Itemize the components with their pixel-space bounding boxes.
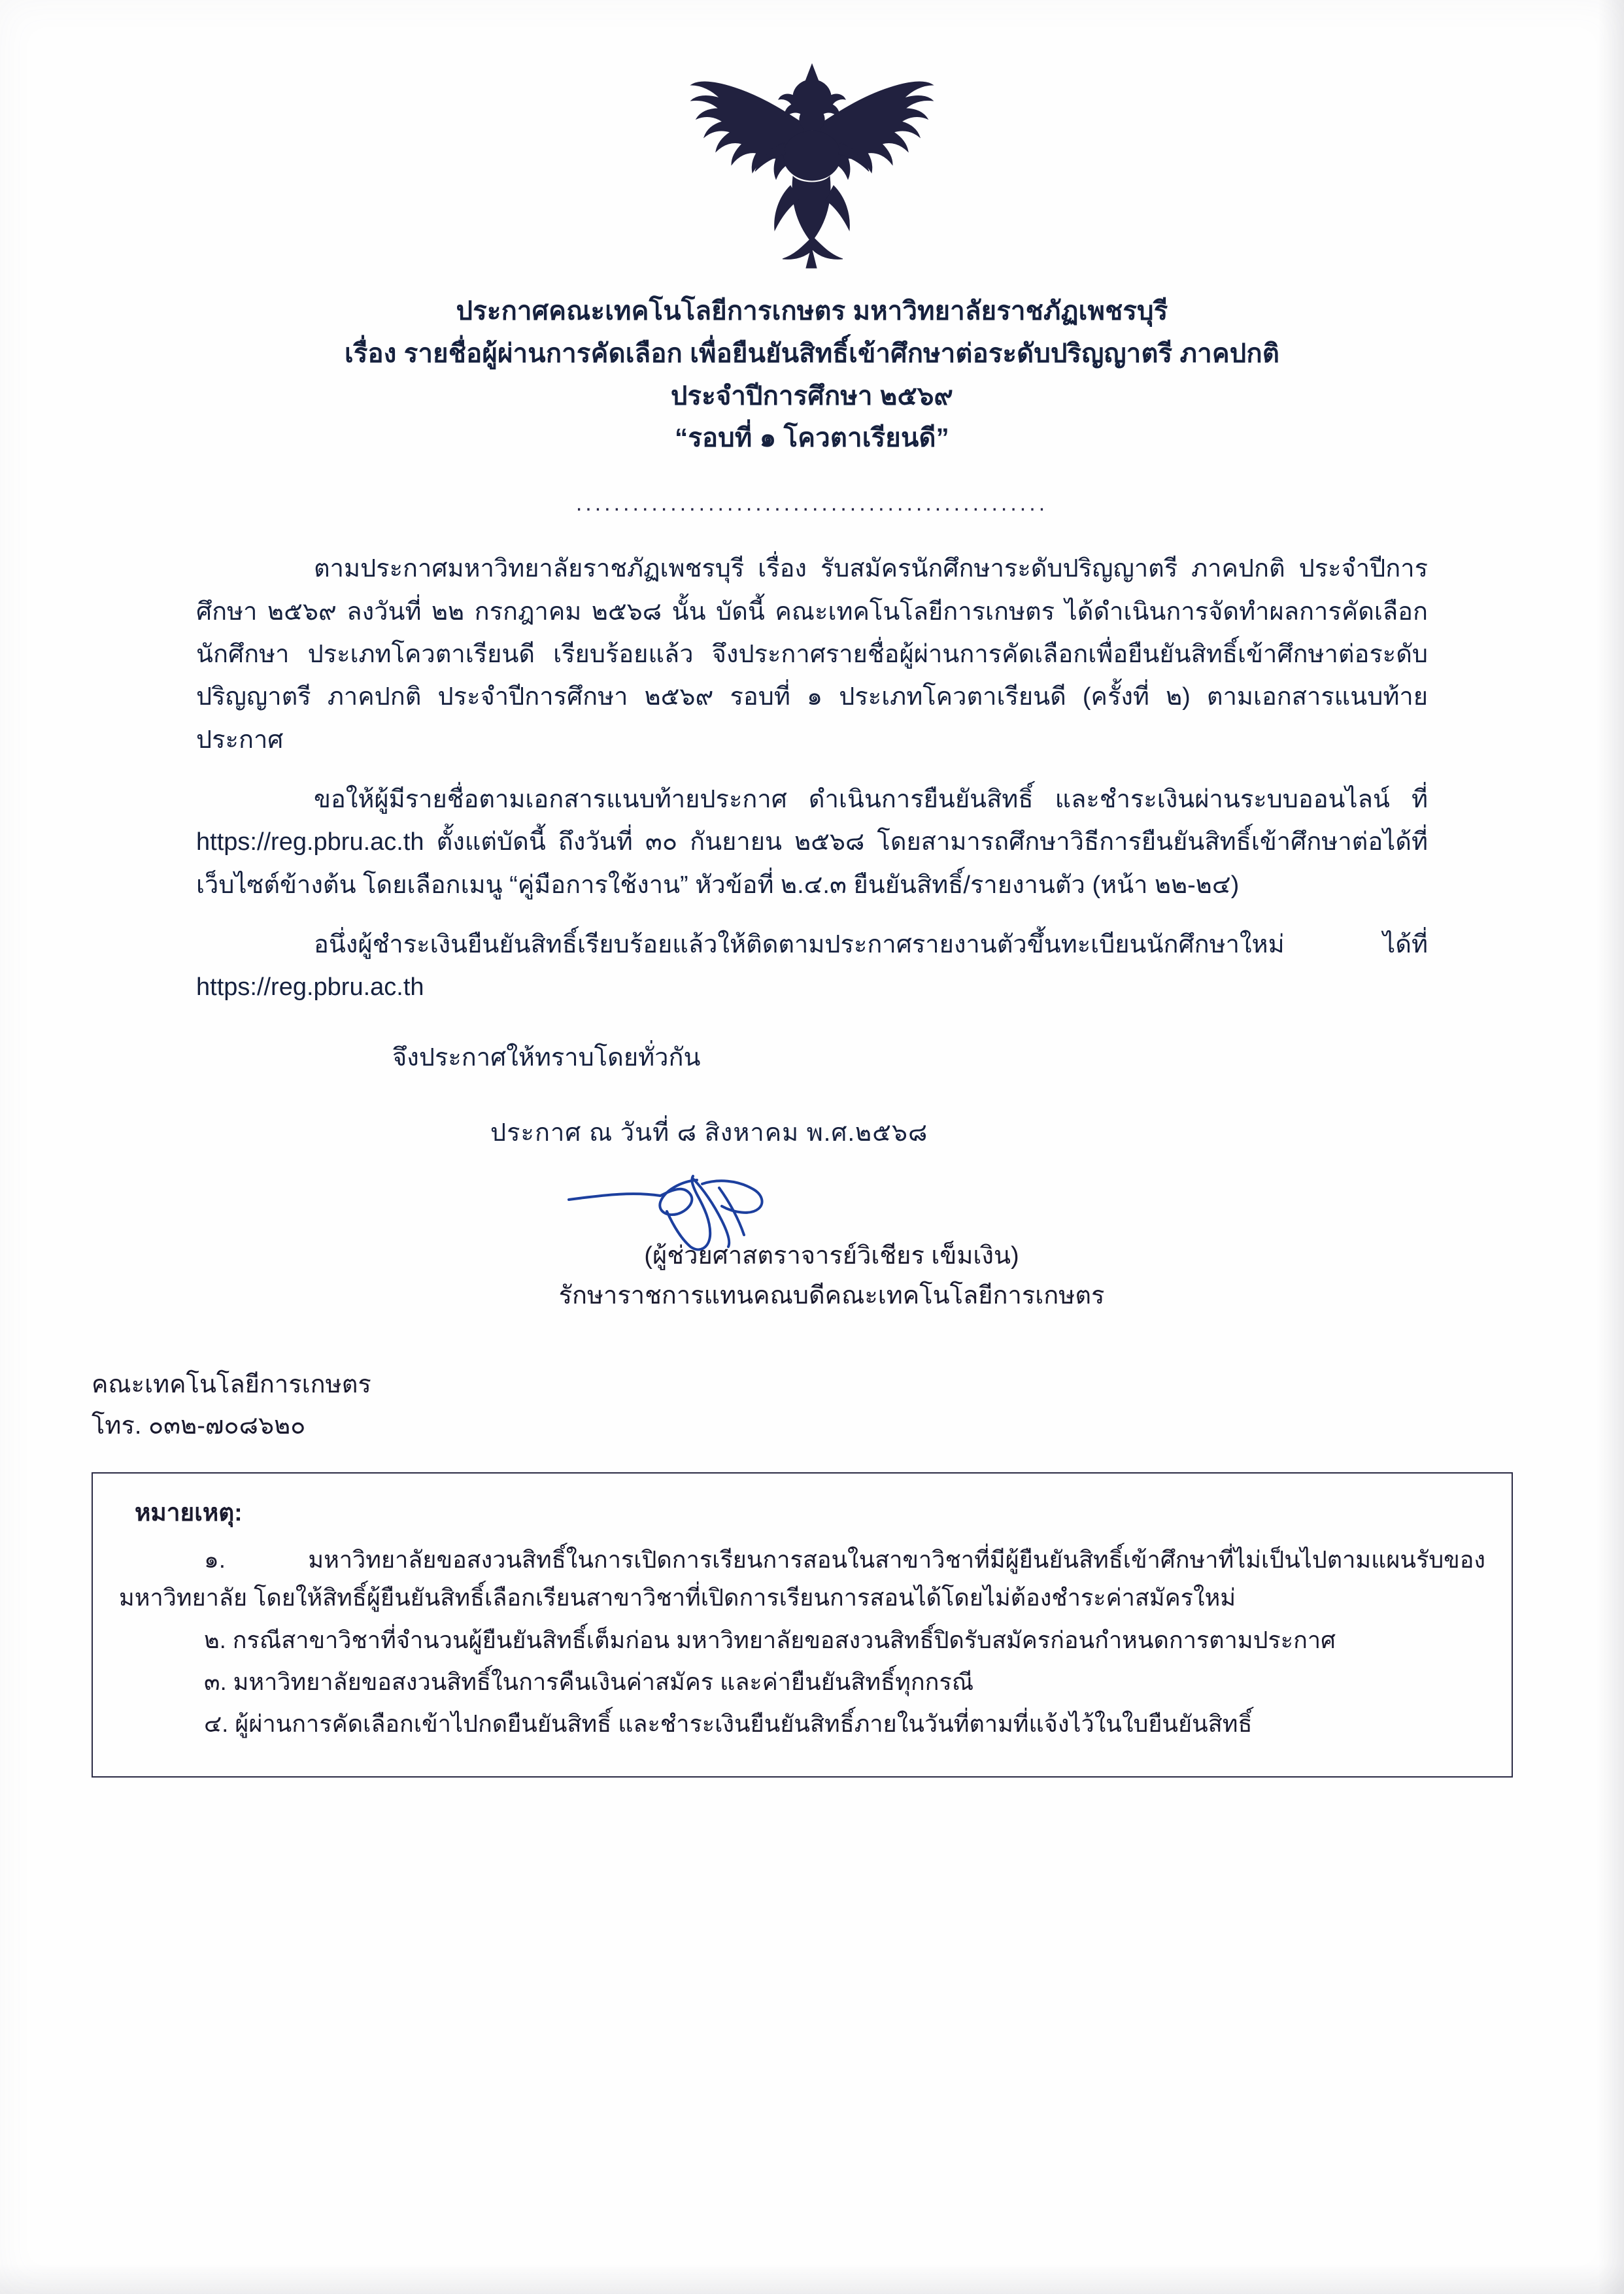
document-heading — [196, 290, 1428, 460]
contact-block — [92, 1364, 1428, 1448]
contact-faculty: คณะเทคโนโลยีการเกษตร — [92, 1370, 371, 1398]
heading-line-2: เรื่อง รายชื่อผู้ผ่านการคัดเลือก เพื่อยืนยันสิทธิ์เข้าศึกษาต่อระดับปริญญาตรี ภาคปกติ — [344, 339, 1279, 368]
remark-item: ๑. มหาวิทยาลัยขอสงวนสิทธิ์ในการเปิดการเรียนการสอนในสาขาวิชาที่มีผู้ยืนยันสิทธิ์เข้าศึกษาที่ไม่เป็นไปตามแผนรับของมหาวิทยาลัย โดยให้สิทธิ์ผู้ยืนยันสิทธิ์เลือกเรียนสาขาวิชาที่เปิดการเรียนการสอนได้โดยไม่ต้องชำระค่าสมัครใหม่ — [119, 1546, 1485, 1611]
remarks-box — [92, 1472, 1513, 1778]
remark-item: ๒. กรณีสาขาวิชาที่จำนวนผู้ยืนยันสิทธิ์เต็มก่อน มหาวิทยาลัยขอสงวนสิทธิ์ปิดรับสมัครก่อนกำหนดการตามประกาศ — [204, 1626, 1336, 1653]
document-body — [196, 548, 1428, 1155]
closing-statement: จึงประกาศให้ทราบโดยทั่วกัน — [392, 1043, 701, 1071]
paragraph-3: อนึ่งผู้ชำระเงินยืนยันสิทธิ์เรียบร้อยแล้วให้ติดตามประกาศรายงานตัวขึ้นทะเบียนนักศึกษาใหม่ ได้ที่ https://reg.pbru.ac.th — [196, 931, 1428, 1002]
contact-phone: โทร. ๐๓๒-๗๐๘๖๒๐ — [92, 1412, 306, 1440]
remarks-title: หมายเหตุ: — [135, 1499, 243, 1527]
remark-item: ๔. ผู้ผ่านการคัดเลือกเข้าไปกดยืนยันสิทธิ์ และชำระเงินยืนยันสิทธิ์ภายในวันที่ตามที่แจ้งไว้ในใบยืนยันสิทธิ์ — [204, 1710, 1253, 1738]
announcement-date: ประกาศ ณ วันที่ ๘ สิงหาคม พ.ศ.๒๕๖๘ — [490, 1119, 928, 1147]
decorative-divider: .................................................. — [575, 491, 1049, 516]
heading-line-4: “รอบที่ ๑ โควตาเรียนดี” — [675, 424, 949, 453]
garuda-emblem-icon — [671, 51, 953, 286]
signature-area — [196, 1155, 1428, 1310]
paragraph-1: ตามประกาศมหาวิทยาลัยราชภัฏเพชรบุรี เรื่อง รับสมัครนักศึกษาระดับปริญญาตรี ภาคปกติ ประจำปีการศึกษา ๒๕๖๙ ลงวันที่ ๒๒ กรกฎาคม ๒๕๖๘ นั้น บัดนี้ คณะเทคโนโลยีการเกษตร ได้ดำเนินการจัดทำผลการคัดเลือกนักศึกษา ประเภทโควตาเรียนดี เรียบร้อยแล้ว จึงประกาศรายชื่อผู้ผ่านการคัดเลือกเพื่อยืนยันสิทธิ์เข้าศึกษาต่อระดับปริญญาตรี ภาคปกติ ประจำปีการศึกษา ๒๕๖๙ รอบที่ ๑ ประเภทโควตาเรียนดี (ครั้งที่ ๒) ตามเอกสารแนบท้ายประกาศ — [196, 555, 1429, 754]
scan-shadow-bottom — [0, 2264, 1624, 2294]
heading-line-1: ประกาศคณะเทคโนโลยีการเกษตร มหาวิทยาลัยราชภัฏเพชรบุรี — [456, 297, 1168, 326]
handwritten-signature-icon — [562, 1149, 837, 1279]
emblem-container — [196, 0, 1428, 286]
signature-name: (ผู้ช่วยศาสตราจารย์วิเชียร เข็มเงิน) — [644, 1241, 1019, 1270]
heading-line-3: ประจำปีการศึกษา ๒๕๖๙ — [670, 381, 954, 411]
remark-item: ๓. มหาวิทยาลัยขอสงวนสิทธิ์ในการคืนเงินค่าสมัคร และค่ายืนยันสิทธิ์ทุกกรณี — [204, 1668, 974, 1696]
signature-title: รักษาราชการแทนคณบดีคณะเทคโนโลยีการเกษตร — [558, 1282, 1105, 1310]
paragraph-2: ขอให้ผู้มีรายชื่อตามเอกสารแนบท้ายประกาศ ดำเนินการยืนยันสิทธิ์ และชำระเงินผ่านระบบออนไลน์ ที่ https://reg.pbru.ac.th ตั้งแต่บัดนี้ ถึงวันที่ ๓๐ กันยายน ๒๕๖๘ โดยสามารถศึกษาวิธีการยืนยันสิทธิ์เข้าศึกษาต่อได้ที่เว็บไซต์ข้างต้น โดยเลือกเมนู “คู่มือการใช้งาน” หัวข้อที่ ๒.๔.๓ ยืนยันสิทธิ์/รายงานตัว (หน้า ๒๒-๒๔) — [196, 785, 1428, 899]
